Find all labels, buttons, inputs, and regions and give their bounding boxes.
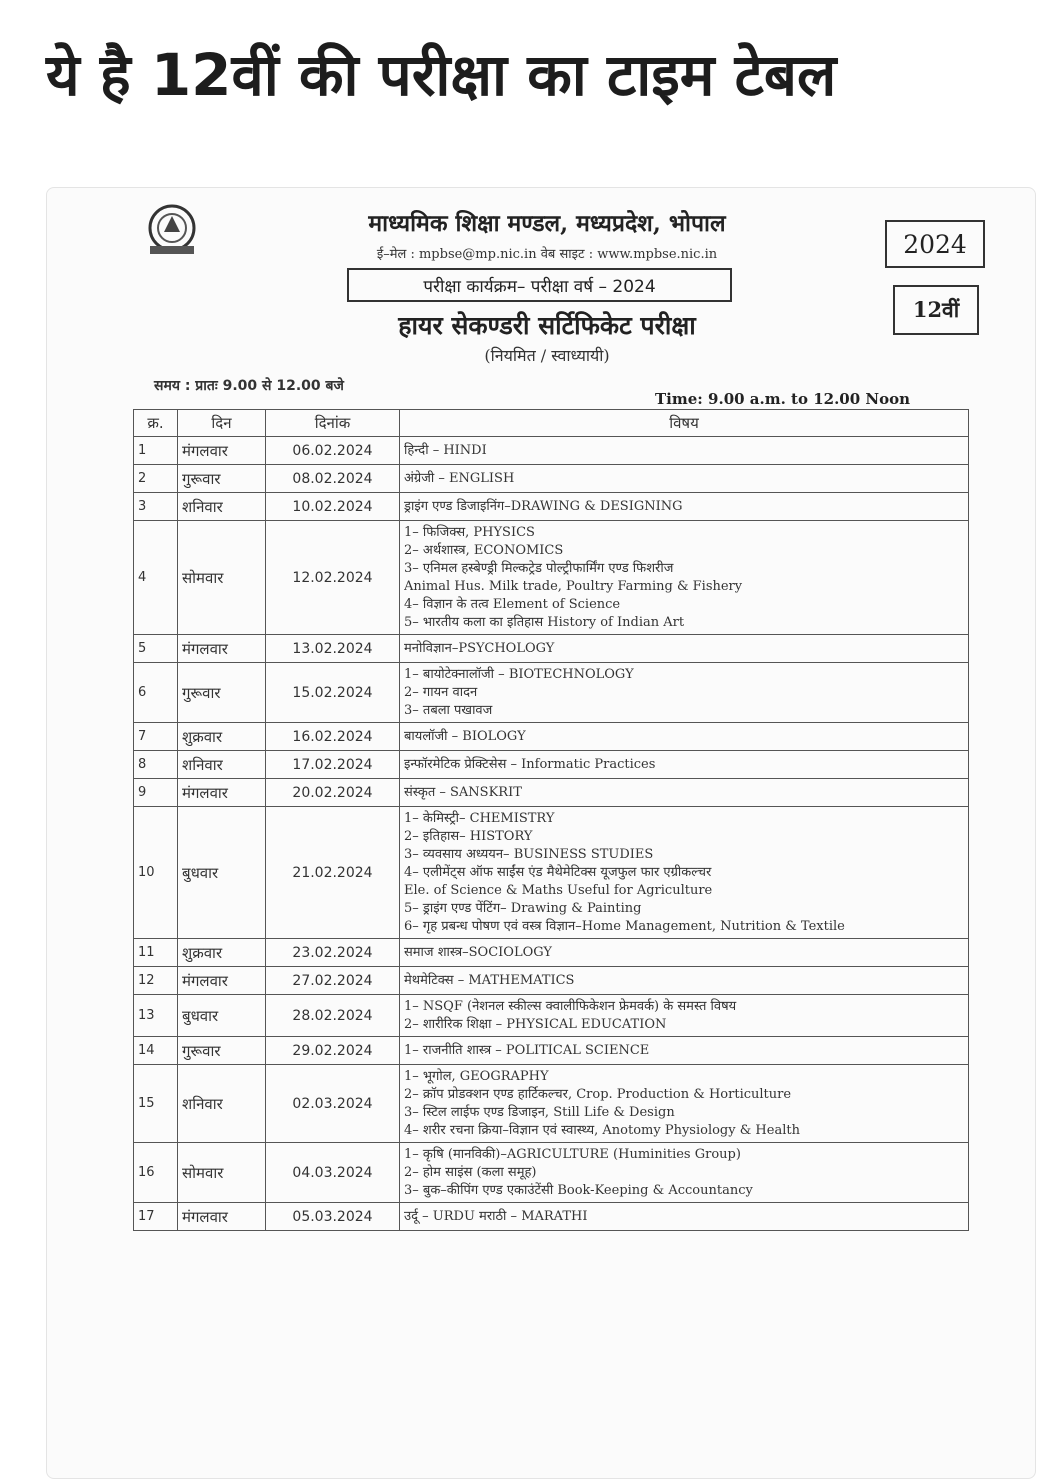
subject-line: ड्राइंग एण्ड डिजाइनिंग–DRAWING & DESIGNING xyxy=(404,498,683,514)
subject-line: 1– NSQF (नेशनल स्कील्स क्वालीफिकेशन फ्रेमवर्क) के समस्त विषय xyxy=(404,998,737,1014)
row-day: शनिवार xyxy=(178,751,266,779)
subject-line: 5– भारतीय कला का इतिहास History of Indian Art xyxy=(404,614,685,630)
subject-line: उर्दू – URDU मराठी – MARATHI xyxy=(404,1208,588,1224)
row-date: 16.02.2024 xyxy=(266,723,400,751)
subject-line: 3– बुक–कीपिंग एण्ड एकाउंटेंसी Book-Keeping & Accountancy xyxy=(404,1182,753,1198)
subject-line: अंग्रेजी – ENGLISH xyxy=(404,470,515,486)
row-day: बुधवार xyxy=(178,995,266,1037)
subject-line: 2– होम साइंस (कला समूह) xyxy=(404,1164,537,1180)
row-subjects xyxy=(400,1065,969,1143)
subject-line: बायलॉजी – BIOLOGY xyxy=(404,728,526,744)
row-date: 08.02.2024 xyxy=(266,465,400,493)
row-subjects xyxy=(400,521,969,635)
exam-title: हायर सेकण्डरी सर्टिफिकेट परीक्षा xyxy=(398,311,696,340)
schedule-body xyxy=(134,437,969,1231)
row-date: 29.02.2024 xyxy=(266,1037,400,1065)
subject-line: समाज शास्त्र–SOCIOLOGY xyxy=(404,944,552,960)
row-subjects xyxy=(400,635,969,663)
time-english: Time: 9.00 a.m. to 12.00 Noon xyxy=(655,390,911,408)
row-serial: 2 xyxy=(134,465,178,493)
row-day: शनिवार xyxy=(178,493,266,521)
header-date: दिनांक xyxy=(266,410,400,437)
row-date: 20.02.2024 xyxy=(266,779,400,807)
class-box: 12वीं xyxy=(893,285,979,335)
row-date: 10.02.2024 xyxy=(266,493,400,521)
row-serial: 11 xyxy=(134,939,178,967)
table-header-row xyxy=(134,410,969,437)
row-day: शुक्रवार xyxy=(178,723,266,751)
row-day: गुरूवार xyxy=(178,1037,266,1065)
subject-line: 6– गृह प्रबन्ध पोषण एवं वस्त्र विज्ञान–Home Management, Nutrition & Textile xyxy=(404,918,845,934)
row-subjects xyxy=(400,1037,969,1065)
row-date: 06.02.2024 xyxy=(266,437,400,465)
row-date: 13.02.2024 xyxy=(266,635,400,663)
table-row xyxy=(134,521,969,635)
subject-line: 1– बायोटेक्नालॉजी – BIOTECHNOLOGY xyxy=(404,666,634,682)
row-date: 12.02.2024 xyxy=(266,521,400,635)
row-date: 17.02.2024 xyxy=(266,751,400,779)
subject-line: 2– इतिहास– HISTORY xyxy=(404,828,533,844)
row-serial: 5 xyxy=(134,635,178,663)
row-serial: 17 xyxy=(134,1203,178,1231)
row-serial: 8 xyxy=(134,751,178,779)
row-serial: 12 xyxy=(134,967,178,995)
row-date: 02.03.2024 xyxy=(266,1065,400,1143)
subject-line: 2– गायन वादन xyxy=(404,684,478,700)
timetable-document xyxy=(47,188,1035,1478)
subject-line: Ele. of Science & Maths Useful for Agriculture xyxy=(404,882,713,898)
row-day: गुरूवार xyxy=(178,465,266,493)
row-day: शुक्रवार xyxy=(178,939,266,967)
year-box: 2024 xyxy=(885,220,985,268)
table-row xyxy=(134,635,969,663)
board-name: माध्यमिक शिक्षा मण्डल, मध्यप्रदेश, भोपाल xyxy=(368,210,726,237)
subject-line: Animal Hus. Milk trade, Poultry Farming & Fishery xyxy=(404,578,743,594)
timetable-image[interactable] xyxy=(46,187,1036,1479)
row-subjects xyxy=(400,967,969,995)
table-row xyxy=(134,723,969,751)
row-day: शनिवार xyxy=(178,1065,266,1143)
subject-line: संस्कृत – SANSKRIT xyxy=(404,784,522,800)
table-row xyxy=(134,995,969,1037)
row-serial: 4 xyxy=(134,521,178,635)
table-row xyxy=(134,939,969,967)
row-serial: 6 xyxy=(134,663,178,723)
subject-line: मनोविज्ञान–PSYCHOLOGY xyxy=(404,640,555,656)
row-subjects xyxy=(400,995,969,1037)
row-subjects xyxy=(400,1143,969,1203)
row-serial: 13 xyxy=(134,995,178,1037)
subject-line: 1– केमिस्ट्री– CHEMISTRY xyxy=(404,810,555,826)
subject-line: 1– फिजिक्स, PHYSICS xyxy=(404,524,535,540)
table-row xyxy=(134,807,969,939)
time-hindi: समय : प्रातः 9.00 से 12.00 बजे xyxy=(154,378,344,394)
subject-line: 3– व्यवसाय अध्ययन– BUSINESS STUDIES xyxy=(404,846,654,862)
row-date: 04.03.2024 xyxy=(266,1143,400,1203)
row-serial: 14 xyxy=(134,1037,178,1065)
row-date: 27.02.2024 xyxy=(266,967,400,995)
subject-line: 1– राजनीति शास्त्र – POLITICAL SCIENCE xyxy=(404,1042,650,1058)
row-date: 21.02.2024 xyxy=(266,807,400,939)
row-day: सोमवार xyxy=(178,1143,266,1203)
subject-line: 3– स्टिल लाईफ एण्ड डिजाइन, Still Life & Design xyxy=(404,1104,675,1120)
row-day: गुरूवार xyxy=(178,663,266,723)
subject-line: 4– एलीमेंट्स ऑफ साईंस एंड मैथेमेटिक्स यूजफुल फार एग्रीकल्चर xyxy=(404,864,712,880)
header-day: दिन xyxy=(178,410,266,437)
subject-line: मेथमेटिक्स – MATHEMATICS xyxy=(404,972,575,988)
row-day: बुधवार xyxy=(178,807,266,939)
row-subjects xyxy=(400,493,969,521)
table-row xyxy=(134,1203,969,1231)
subject-line: इन्फॉरमेटिक प्रेक्टिसेस – Informatic Practices xyxy=(404,756,656,772)
table-row xyxy=(134,493,969,521)
exam-subtitle: (नियमित / स्वाध्यायी) xyxy=(484,346,610,365)
subject-line: 3– एनिमल हस्बेण्ड्री मिल्कट्रेड पोल्ट्रीफार्मिंग एण्ड फिशरीज xyxy=(404,560,674,576)
schedule-table xyxy=(133,409,969,1231)
row-subjects xyxy=(400,663,969,723)
table-row xyxy=(134,465,969,493)
row-serial: 10 xyxy=(134,807,178,939)
row-day: मंगलवार xyxy=(178,437,266,465)
row-serial: 9 xyxy=(134,779,178,807)
subject-line: 4– विज्ञान के तत्व Element of Science xyxy=(404,596,621,612)
row-subjects xyxy=(400,723,969,751)
row-serial: 16 xyxy=(134,1143,178,1203)
subject-line: 2– अर्थशास्त्र, ECONOMICS xyxy=(404,542,564,558)
table-row xyxy=(134,437,969,465)
row-subjects xyxy=(400,779,969,807)
table-row xyxy=(134,779,969,807)
row-subjects xyxy=(400,751,969,779)
row-date: 23.02.2024 xyxy=(266,939,400,967)
row-day: सोमवार xyxy=(178,521,266,635)
subject-line: 1– कृषि (मानविकी)–AGRICULTURE (Huminities Group) xyxy=(404,1146,741,1162)
subject-line: 2– क्रॉप प्रोडक्शन एण्ड हार्टिकल्चर, Crop. Production & Horticulture xyxy=(404,1086,792,1102)
row-date: 05.03.2024 xyxy=(266,1203,400,1231)
programme-box: परीक्षा कार्यक्रम– परीक्षा वर्ष – 2024 xyxy=(347,268,732,302)
row-serial: 3 xyxy=(134,493,178,521)
mpbse-emblem-icon xyxy=(142,202,202,258)
row-serial: 15 xyxy=(134,1065,178,1143)
header-serial: क्र. xyxy=(134,410,178,437)
contact-line: ई–मेल : mpbse@mp.nic.in वेब साइट : www.mpbse.nic.in xyxy=(376,247,718,262)
table-row xyxy=(134,663,969,723)
table-row xyxy=(134,1037,969,1065)
row-serial: 1 xyxy=(134,437,178,465)
subject-line: 1– भूगोल, GEOGRAPHY xyxy=(404,1068,549,1084)
subject-line: 3– तबला पखावज xyxy=(404,702,493,718)
row-date: 15.02.2024 xyxy=(266,663,400,723)
subject-line: 5– ड्राइंग एण्ड पेंटिंग– Drawing & Painting xyxy=(404,900,642,916)
table-row xyxy=(134,751,969,779)
subject-line: हिन्दी – HINDI xyxy=(404,442,487,458)
subject-line: 2– शारीरिक शिक्षा – PHYSICAL EDUCATION xyxy=(404,1016,667,1032)
row-day: मंगलवार xyxy=(178,779,266,807)
table-row xyxy=(134,967,969,995)
row-day: मंगलवार xyxy=(178,1203,266,1231)
table-row xyxy=(134,1065,969,1143)
article-headline: ये है 12वीं की परीक्षा का टाइम टेबल xyxy=(46,41,837,109)
subject-line: 4– शरीर रचना क्रिया–विज्ञान एवं स्वास्थ्य, Anotomy Physiology & Health xyxy=(404,1122,800,1138)
row-day: मंगलवार xyxy=(178,967,266,995)
row-serial: 7 xyxy=(134,723,178,751)
row-date: 28.02.2024 xyxy=(266,995,400,1037)
header-subject: विषय xyxy=(400,410,969,437)
row-subjects xyxy=(400,437,969,465)
table-row xyxy=(134,1143,969,1203)
row-day: मंगलवार xyxy=(178,635,266,663)
row-subjects xyxy=(400,1203,969,1231)
row-subjects xyxy=(400,807,969,939)
row-subjects xyxy=(400,939,969,967)
row-subjects xyxy=(400,465,969,493)
